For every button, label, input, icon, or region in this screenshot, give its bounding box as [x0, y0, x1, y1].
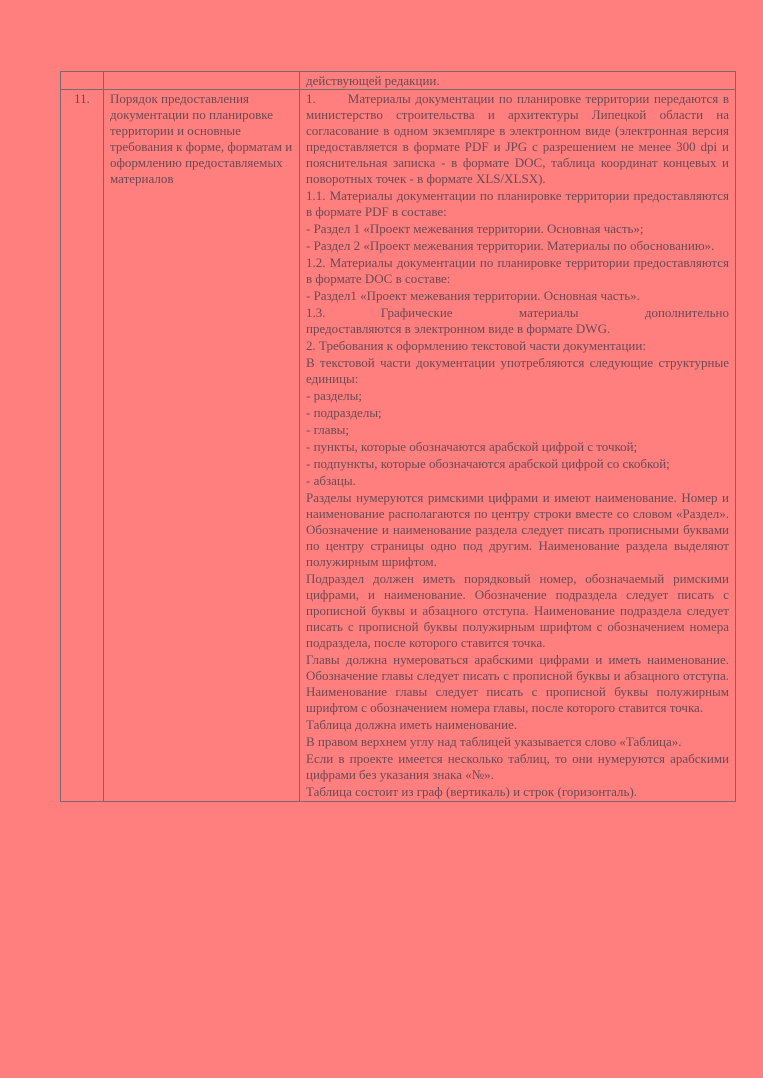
- requirements-table: [60, 71, 736, 802]
- paragraph: В текстовой части документации употребляются следующие структурные единицы:: [306, 355, 729, 386]
- row-number-cell: 11.: [61, 90, 104, 802]
- paragraph: 1.2. Материалы документации по планировке территории предоставляются в формате DOC в составе:: [306, 255, 729, 286]
- paragraph: 1.1. Материалы документации по планировке территории предоставляются в формате PDF в составе:: [306, 188, 729, 219]
- paragraph: - Раздел 1 «Проект межевания территории. Основная часть»;: [306, 221, 644, 236]
- paragraph: Подраздел должен иметь порядковый номер, обозначаемый римскими цифрами, и наименование. Обозначение подраздела следует писать с прописной буквы и абзацного отступа. Наименование подраздела следует писать с прописной буквы полужирным шрифтом с обозначением номера подраздела, после которого ставится точка.: [306, 571, 729, 650]
- paragraph: Разделы нумеруются римскими цифрами и имеют наименование. Номер и наименование располагаются по центру строки вместе со словом «Раздел». Обозначение и наименование раздела следует писать прописными буквами по центру страницы одно под другим. Наименование раздела выделяют полужирным шрифтом.: [306, 490, 729, 569]
- row-title-cell: [104, 72, 300, 90]
- paragraph: - Раздел 2 «Проект межевания территории. Материалы по обоснованию».: [306, 238, 715, 253]
- table-row-11: [61, 90, 736, 802]
- paragraph: - главы;: [306, 422, 349, 437]
- paragraph: - подпункты, которые обозначаются арабской цифрой со скобкой;: [306, 456, 670, 471]
- paragraph: Главы должна нумероваться арабскими цифрами и иметь наименование. Обозначение главы следует писать с прописной буквы и абзацного отступа. Наименование главы следует писать с прописной буквы полужирным шрифтом с обозначением номера главы, после которого ставится точка.: [306, 652, 729, 715]
- paragraph: 1.3. Графические материалы дополнительно предоставляются в электронном виде в формате DWG.: [306, 305, 729, 336]
- row-title-cell: Порядок предоставления документации по планировке территории и основные требования к форме, форматам и оформлению предоставляемых материалов: [104, 90, 300, 802]
- paragraph: - разделы;: [306, 388, 362, 403]
- paragraph: - пункты, которые обозначаются арабской цифрой с точкой;: [306, 439, 638, 454]
- paragraph: - Раздел1 «Проект межевания территории. Основная часть».: [306, 288, 640, 303]
- row-number-cell: [61, 72, 104, 90]
- table-row-previous: [61, 72, 736, 90]
- paragraph: Если в проекте имеется несколько таблиц, то они нумеруются арабскими цифрами без указания знака «№».: [306, 751, 729, 782]
- paragraph: Таблица должна иметь наименование.: [306, 717, 518, 732]
- paragraph: Таблица состоит из граф (вертикаль) и строк (горизонталь).: [306, 784, 638, 799]
- paragraph: - подразделы;: [306, 405, 382, 420]
- row-text-cell: [300, 90, 736, 802]
- paragraph: 2. Требования к оформлению текстовой части документации:: [306, 338, 646, 353]
- paragraph: - абзацы.: [306, 473, 356, 488]
- row-text-cell: действующей редакции.: [300, 72, 736, 90]
- paragraph: В правом верхнем углу над таблицей указывается слово «Таблица».: [306, 734, 682, 749]
- paragraph: 1. Материалы документации по планировке территории передаются в министерство строительства и архитектуры Липецкой области на согласование в одном экземпляре в электронном виде (электронная версия предоставляется в формате PDF и JPG с разрешением не менее 300 dpi и пояснительная записка - в формате DOC, таблица координат концевых и поворотных точек - в формате XLS/XLSX).: [306, 91, 729, 186]
